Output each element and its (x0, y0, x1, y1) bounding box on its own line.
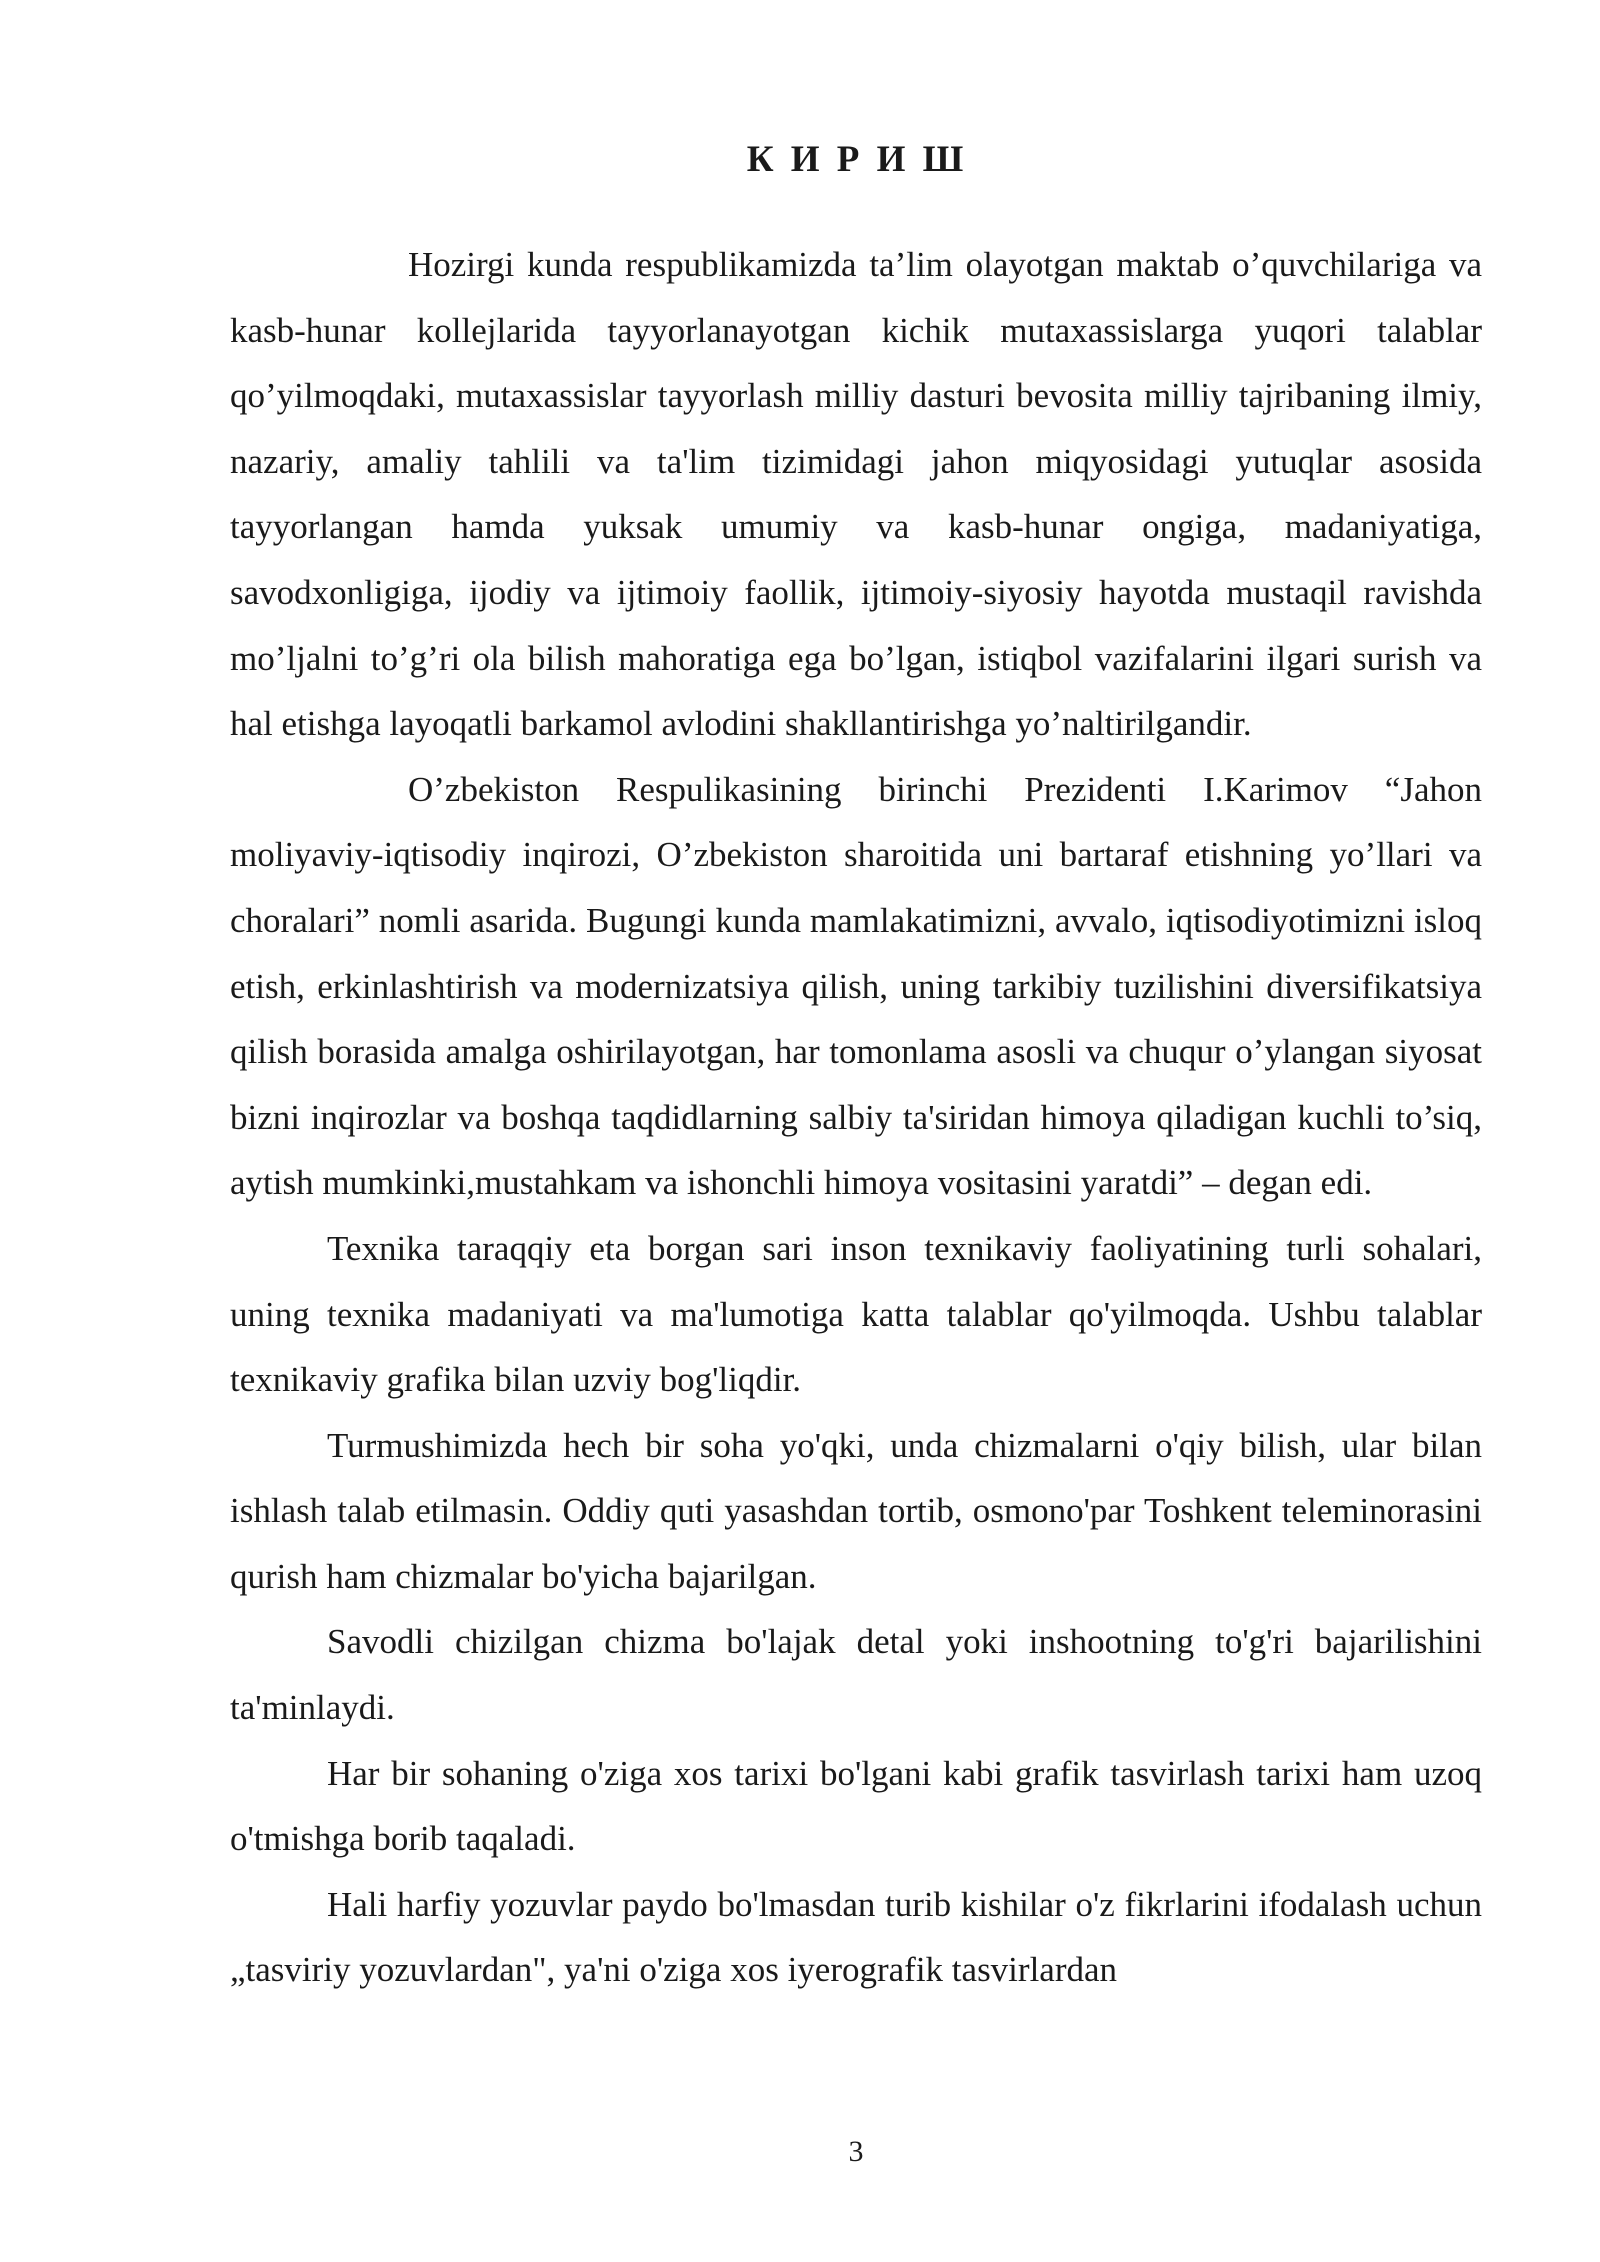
paragraph-literate-drawing: Savodli chizilgan chizma bo'lajak detal yoki inshootning to'g'ri bajarilishini ta'minlaydi. (230, 1622, 1482, 1728)
paragraph-pictorial-writing: Hali harfiy yozuvlar paydo bo'lmasdan turib kishilar o'z fikrlarini ifodalash uchun „tasviriy yozuvlardan", ya'ni o'ziga xos iyerografik tasvirlardan (230, 1884, 1482, 1990)
page-title: К И Р И Ш (746, 139, 966, 180)
paragraph-karimov-quote: O’zbekiston Respulikasining birinchi Prezidenti I.Karimov “Jahon moliyaviy-iqtisodiy inqirozi, O’zbekiston sharoitida uni bartaraf etishning yo’llari va choralari” nomli asarida. Bugungi kunda mamlakatimizni, avvalo, iqtisodiyotimizni isloq etish, erkinlashtirish va modernizatsiya qilish, uning tarkibiy tuzilishini diversifikatsiya qilish borasida amalga oshirilayotgan, har tomonlama asosli va chuqur o’ylangan siyosat bizni inqirozlar va boshqa taqdidlarning salbiy ta'siridan himoya qiladigan kuchli to’siq, aytish mumkinki,mustahkam va ishonchli himoya vositasini yaratdi” – degan edi. (230, 769, 1482, 1203)
body-text (230, 232, 1482, 2003)
paragraph-history: Har bir sohaning o'ziga xos tarixi bo'lgani kabi grafik tasvirlash tarixi ham uzoq o'tmishga borib taqaladi. (230, 1753, 1482, 1859)
paragraph-technology: Texnika taraqqiy eta borgan sari inson texnikaviy faoliyatining turli sohalari, uning texnika madaniyati va ma'lumotiga katta talablar qo'yilmoqda. Ushbu talablar texnikaviy grafika bilan uzviy bog'liqdir. (230, 1228, 1482, 1400)
page-number: 3 (848, 2135, 864, 2168)
paragraph-drawings-everyday: Turmushimizda hech bir soha yo'qki, unda chizmalarni o'qiy bilish, ular bilan ishlash talab etilmasin. Oddiy quti yasashdan tortib, osmono'par Toshkent teleminorasini qurish ham chizmalar bo'yicha bajarilgan. (230, 1425, 1482, 1596)
paragraph-intro: Hozirgi kunda respublikamizda ta’lim olayotgan maktab o’quvchilariga va kasb-hunar kollejlarida tayyorlanayotgan kichik mutaxassislarga yuqori talablar qo’yilmoqdaki, mutaxassislar tayyorlash milliy dasturi bevosita milliy tajribaning ilmiy, nazariy, amaliy tahlili va ta'lim tizimidagi jahon miqyosidagi yutuqlar asosida tayyorlangan hamda yuksak umumiy va kasb-hunar ongiga, madaniyatiga, savodxonligiga, ijodiy va ijtimoiy faollik, ijtimoiy-siyosiy hayotda mustaqil ravishda mo’ljalni to’g’ri ola bilish mahoratiga ega bo’lgan, istiqbol vazifalarini ilgari surish va hal etishga layoqatli barkamol avlodini shakllantirishga yo’naltirilgandir. (230, 245, 1482, 744)
